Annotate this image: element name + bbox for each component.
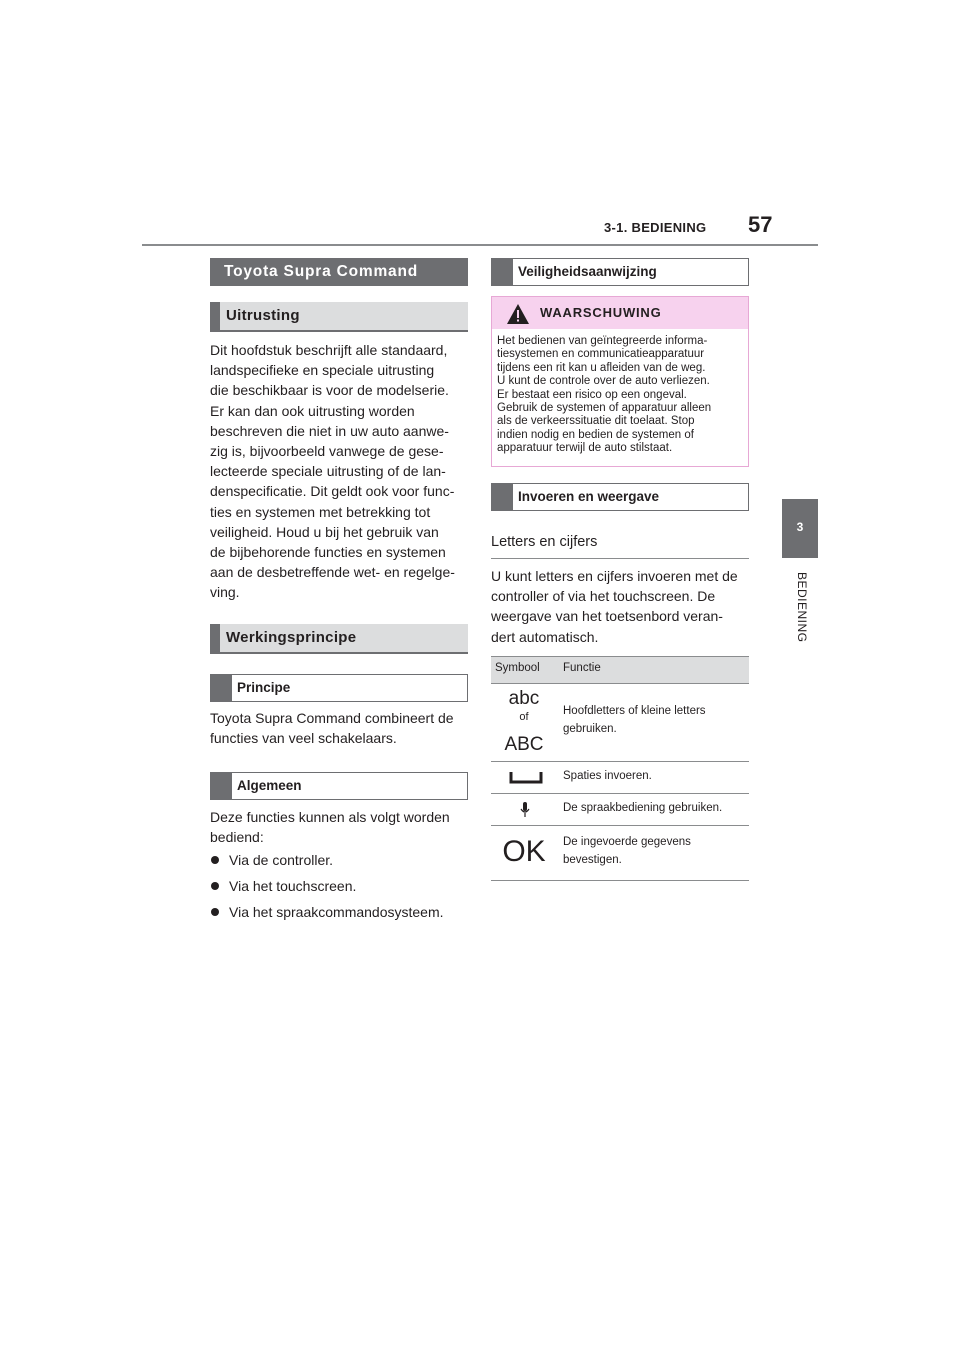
symbol-uppercase: ABC: [504, 734, 544, 755]
section-title: 3-1. BEDIENING: [604, 220, 707, 235]
bullet-icon: [211, 908, 219, 916]
heading-algemeen: Algemeen: [210, 772, 468, 800]
warning-title: WAARSCHUWING: [540, 305, 662, 320]
chapter-tab: 3: [782, 499, 818, 558]
microphone-icon: [520, 802, 530, 818]
chapter-label: BEDIENING: [795, 572, 809, 643]
function-text: De ingevoerde gegevens bevestigen.: [563, 836, 691, 866]
heading-principe: Principe: [210, 674, 468, 702]
header-divider: [142, 244, 818, 246]
heading-werkingsprincipe: Werkingsprincipe: [210, 624, 468, 654]
function-text: Hoofdletters of kleine letters gebruiken.: [563, 705, 706, 735]
column-header-function: Functie: [563, 662, 601, 674]
main-heading: Toyota Supra Command: [210, 258, 468, 286]
bullet-item: Via het touchscreen.: [211, 878, 356, 894]
warning-triangle-icon: [506, 303, 530, 325]
warning-header: [492, 297, 748, 329]
table-row: [491, 762, 749, 794]
column-header-symbol: Symbool: [495, 662, 540, 674]
algemeen-paragraph: Deze functies kunnen als volgt worden bediend:: [210, 809, 450, 846]
principe-paragraph: Toyota Supra Command combineert de functies van veel schakelaars.: [210, 710, 454, 747]
heading-invoeren: Invoeren en weergave: [491, 483, 749, 511]
letters-paragraph: U kunt letters en cijfers invoeren met de controller of via het touchscreen. De weergave van het toetsenbord veran- dert automatisch.: [491, 568, 738, 645]
space-bar-icon: [509, 771, 543, 785]
table-header: [491, 656, 749, 684]
warning-box: [491, 296, 749, 467]
bullet-item: Via het spraakcommandosysteem.: [211, 904, 444, 920]
bullet-icon: [211, 882, 219, 890]
warning-text: Het bedienen van geïntegreerde informa- tiesystemen en communicatieapparatuur tijdens een rit kan u afleiden van de weg. U kunt de controle over de auto verliezen. Er bestaat een risico op een ongeval. Gebruik de systemen of apparatuur alleen als de verkeerssituatie dit toelaat. Stop indien nodig en bedien de systemen of apparatuur terwijl de auto stilstaat.: [497, 335, 712, 455]
uitrusting-paragraph: Dit hoofdstuk beschrijft alle standaard, landspecifieke en speciale uitrusting die beschikbaar is voor de modelserie. Er kan dan ook uitrusting worden beschreven die niet in uw auto aanwe- zig is, bijvoorbeeld vanwege de gese- lecteerde speciale uitrusting of de lan- denspecificatie. Dit geldt ook voor func- ties en systemen met betrekking tot veiligheid. Houd u bij het gebruik van de bijbehorende functies en systemen aan de desbetreffende wet- en regelge- ving.: [210, 342, 455, 601]
table-row: [491, 794, 749, 826]
heading-uitrusting: Uitrusting: [210, 302, 468, 332]
heading-veiligheidsaanwijzing: Veiligheidsaanwijzing: [491, 258, 749, 286]
heading-letters: Letters en cijfers: [491, 534, 749, 559]
ok-symbol: OK: [502, 835, 546, 868]
symbol-lowercase: abc: [508, 688, 540, 709]
bullet-icon: [211, 856, 219, 864]
page-number: 57: [748, 212, 773, 237]
symbol-or: of: [519, 711, 529, 723]
table-row: [491, 683, 749, 762]
function-text: Spaties invoeren.: [563, 770, 652, 782]
bullet-item: Via de controller.: [211, 852, 333, 868]
function-text: De spraakbediening gebruiken.: [563, 802, 723, 814]
table-row: [491, 826, 749, 881]
